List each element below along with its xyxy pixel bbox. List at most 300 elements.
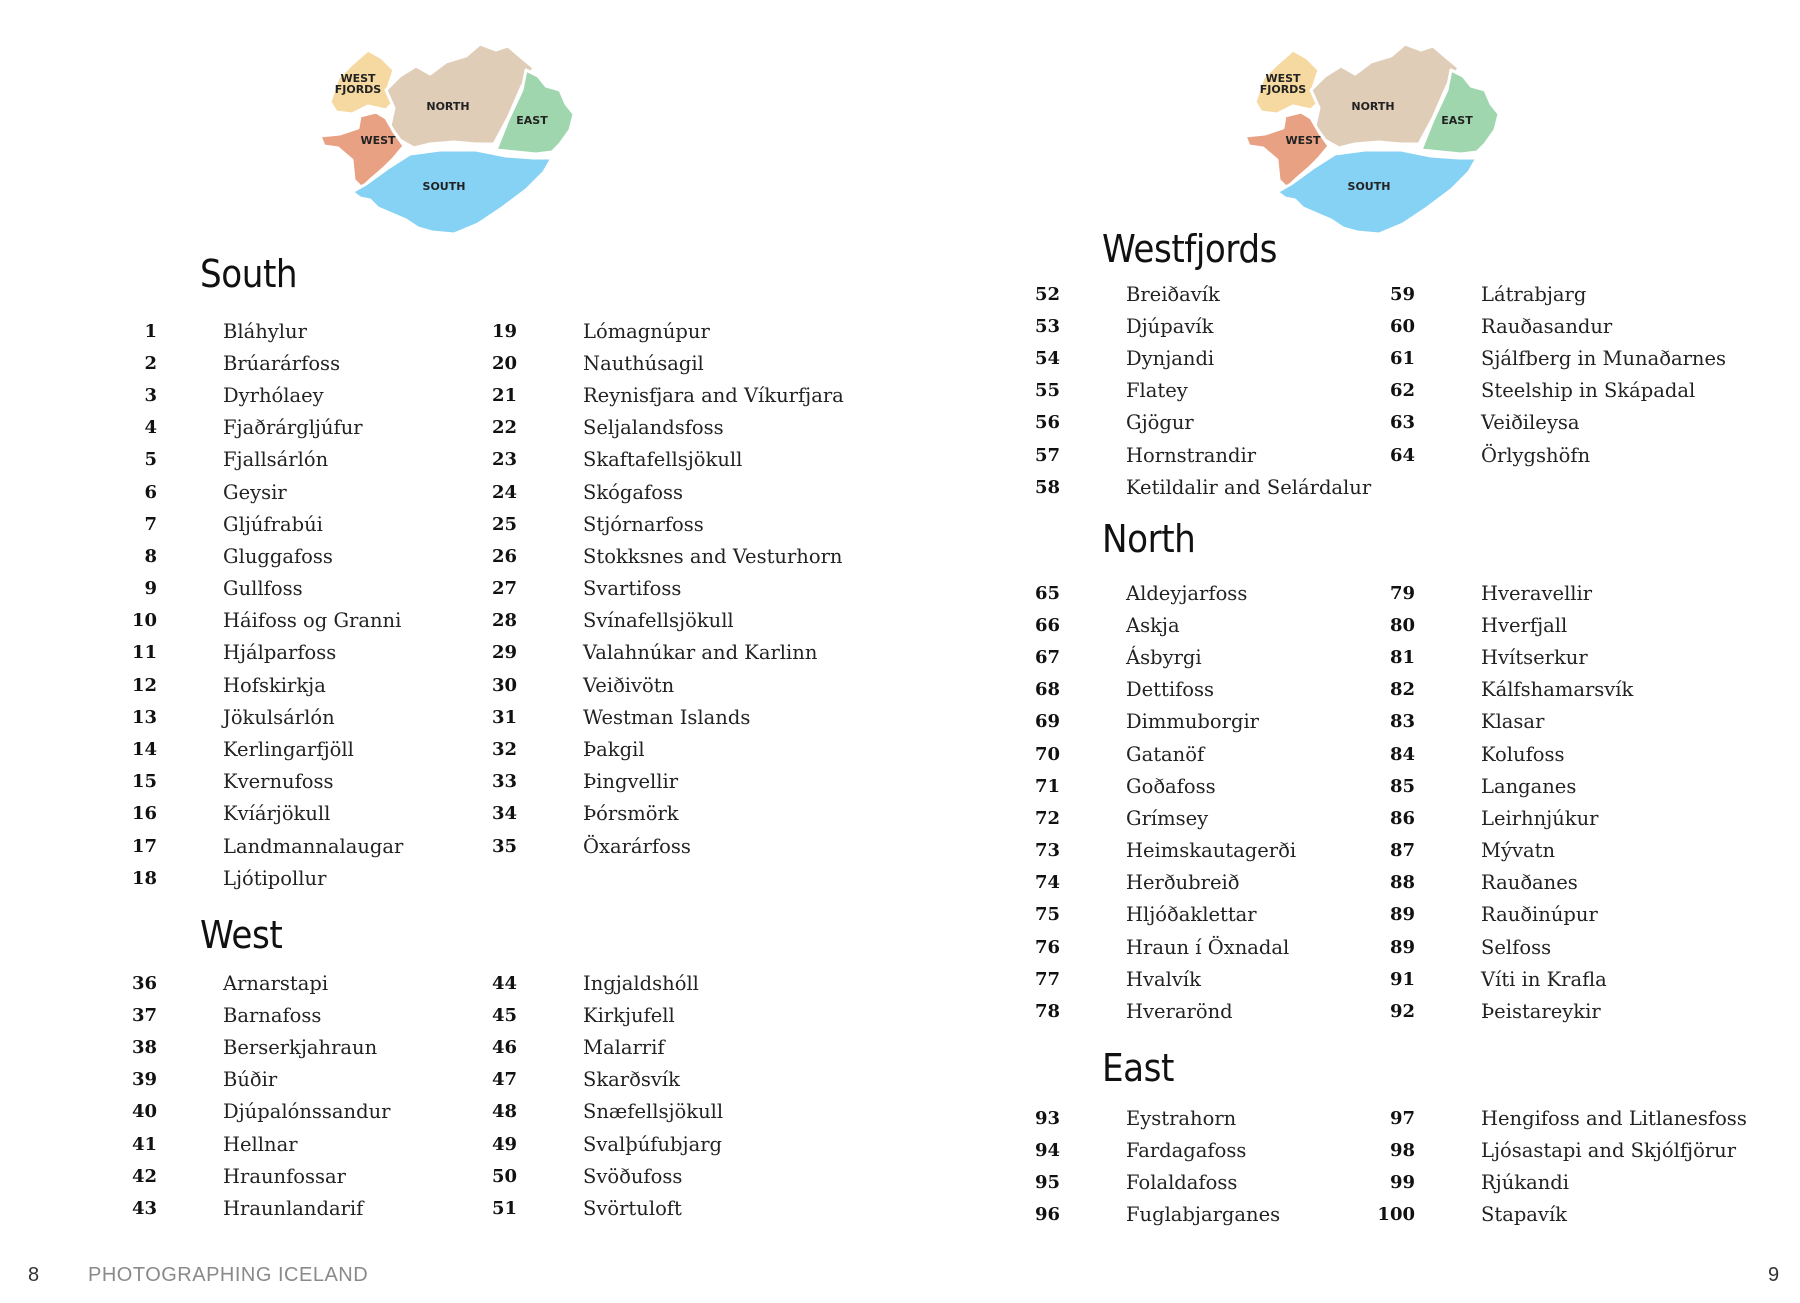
item-number: 3 <box>144 384 157 406</box>
item-name: Heimskautagerði <box>1126 839 1297 863</box>
item-name: Ketildalir and Selárdalur <box>1126 475 1372 499</box>
list-item <box>465 379 844 411</box>
item-number: 41 <box>131 1133 157 1155</box>
list-item <box>465 476 844 508</box>
item-number: 88 <box>1389 872 1415 894</box>
item-number: 95 <box>1034 1171 1060 1193</box>
item-number: 10 <box>131 610 157 632</box>
item-number: 79 <box>1389 582 1415 604</box>
item-name: Dimmuborgir <box>1126 710 1259 734</box>
list-item <box>1008 1134 1280 1166</box>
item-number: 94 <box>1034 1139 1060 1161</box>
item-name: Látrabjarg <box>1481 282 1587 306</box>
item-name: Hengifoss and Litlanesfoss <box>1481 1106 1747 1130</box>
item-name: Hornstrandir <box>1126 443 1257 467</box>
section-title-west: West <box>200 913 283 957</box>
item-name: Svörtuloft <box>583 1196 682 1220</box>
item-name: Svínafellsjökull <box>583 609 734 633</box>
item-name: Sjálfberg in Munaðarnes <box>1481 346 1727 370</box>
item-name: Steelship in Skápadal <box>1481 379 1696 403</box>
list-item <box>1363 310 1726 342</box>
item-name: Landmannalaugar <box>223 834 404 858</box>
item-number: 75 <box>1034 904 1060 926</box>
south-list-col2 <box>465 315 844 862</box>
list-item <box>105 444 403 476</box>
item-number: 85 <box>1389 775 1415 797</box>
item-name: Veiðileysa <box>1481 411 1580 435</box>
list-item <box>465 1160 723 1192</box>
section-title-north: North <box>1102 517 1196 561</box>
item-name: Hljóðaklettar <box>1126 903 1257 927</box>
west-list-col2 <box>465 967 723 1225</box>
list-item <box>105 1160 390 1192</box>
list-item <box>1363 931 1633 963</box>
item-number: 83 <box>1389 711 1415 733</box>
list-item <box>105 1031 390 1063</box>
north-list-col2 <box>1363 577 1633 1028</box>
list-item <box>1008 342 1371 374</box>
south-list-col1 <box>105 315 403 894</box>
item-number: 50 <box>491 1165 517 1187</box>
list-item <box>465 508 844 540</box>
list-item <box>1008 931 1296 963</box>
item-number: 2 <box>144 352 157 374</box>
item-number: 16 <box>131 803 157 825</box>
list-item <box>465 605 844 637</box>
item-number: 65 <box>1034 582 1060 604</box>
list-item <box>465 540 844 572</box>
item-name: Valahnúkar and Karlinn <box>583 641 818 665</box>
east-list-col1 <box>1008 1102 1280 1231</box>
west-list-col1 <box>105 967 390 1225</box>
item-name: Bláhylur <box>223 319 307 343</box>
list-item <box>1363 1134 1747 1166</box>
list-item <box>1363 770 1633 802</box>
item-name: Dyrhólaey <box>223 383 324 407</box>
item-name: Breiðavík <box>1126 282 1220 306</box>
list-item <box>1363 867 1633 899</box>
list-item <box>1008 963 1296 995</box>
item-number: 53 <box>1034 315 1060 337</box>
list-item <box>465 1064 723 1096</box>
list-item <box>465 766 844 798</box>
item-number: 42 <box>131 1165 157 1187</box>
item-number: 27 <box>491 578 517 600</box>
item-number: 24 <box>491 481 517 503</box>
item-number: 43 <box>131 1197 157 1219</box>
item-name: Þórsmörk <box>583 802 679 826</box>
item-name: Barnafoss <box>223 1003 322 1027</box>
list-item <box>1363 995 1633 1027</box>
section-title-westfjords: Westfjords <box>1102 227 1278 271</box>
item-name: Ingjaldshóll <box>583 971 699 995</box>
list-item <box>1363 375 1726 407</box>
list-item <box>1363 439 1726 471</box>
item-number: 55 <box>1034 380 1060 402</box>
item-name: Fardagafoss <box>1126 1138 1247 1162</box>
item-name: Mývatn <box>1481 839 1556 863</box>
item-number: 68 <box>1034 679 1060 701</box>
list-item <box>105 999 390 1031</box>
item-number: 57 <box>1034 444 1060 466</box>
item-name: Brúarárfoss <box>223 351 341 375</box>
list-item <box>465 733 844 765</box>
item-name: Jökulsárlón <box>223 705 335 729</box>
list-item <box>465 1128 723 1160</box>
list-item <box>105 540 403 572</box>
item-name: Hofskirkja <box>223 673 326 697</box>
item-name: Leirhnjúkur <box>1481 806 1599 830</box>
item-name: Djúpalónssandur <box>223 1100 391 1124</box>
list-item <box>465 830 844 862</box>
label-east: EAST <box>516 114 548 127</box>
item-name: Klasar <box>1481 710 1545 734</box>
item-name: Þeistareykir <box>1481 1000 1601 1024</box>
list-item <box>1008 1199 1280 1231</box>
label-west: WEST <box>360 134 396 147</box>
item-name: Hellnar <box>223 1132 298 1156</box>
item-name: Fjaðrárgljúfur <box>223 416 363 440</box>
iceland-region-map <box>290 40 580 270</box>
item-number: 70 <box>1034 743 1060 765</box>
list-item <box>105 766 403 798</box>
item-name: Grímsey <box>1126 806 1209 830</box>
item-number: 25 <box>491 513 517 535</box>
item-name: Hverfjall <box>1481 613 1568 637</box>
label-south: SOUTH <box>422 180 466 193</box>
item-name: Hvítserkur <box>1481 645 1588 669</box>
item-name: Svartifoss <box>583 577 682 601</box>
item-number: 45 <box>491 1004 517 1026</box>
list-item <box>1008 738 1296 770</box>
item-number: 71 <box>1034 775 1060 797</box>
list-item <box>465 444 844 476</box>
list-item <box>105 379 403 411</box>
item-number: 30 <box>491 674 517 696</box>
list-item <box>465 347 844 379</box>
item-number: 33 <box>491 771 517 793</box>
item-number: 34 <box>491 803 517 825</box>
list-item <box>105 637 403 669</box>
item-name: Skógafoss <box>583 480 683 504</box>
label-west-fjords-line1: WEST <box>1265 72 1301 85</box>
list-item <box>1363 1199 1747 1231</box>
item-name: Nauthúsagil <box>583 351 704 375</box>
item-name: Snæfellsjökull <box>583 1100 724 1124</box>
list-item <box>1008 899 1296 931</box>
list-item <box>465 669 844 701</box>
item-name: Malarrif <box>583 1035 665 1059</box>
item-number: 80 <box>1389 614 1415 636</box>
item-name: Eystrahorn <box>1126 1106 1237 1130</box>
list-item <box>1008 278 1371 310</box>
item-number: 69 <box>1034 711 1060 733</box>
item-name: Ljósastapi and Skjólfjörur <box>1481 1138 1737 1162</box>
section-title-south: South <box>200 252 298 296</box>
list-item <box>1363 674 1633 706</box>
item-number: 84 <box>1389 743 1415 765</box>
item-number: 89 <box>1389 936 1415 958</box>
label-west-fjords-line2: FJORDS <box>1259 83 1307 96</box>
item-number: 8 <box>144 545 157 567</box>
item-number: 76 <box>1034 936 1060 958</box>
item-name: Hraun í Öxnadal <box>1126 935 1290 959</box>
item-name: Herðubreið <box>1126 871 1240 895</box>
item-name: Svalþúfubjarg <box>583 1132 723 1156</box>
item-name: Veiðivötn <box>583 673 675 697</box>
item-number: 98 <box>1389 1139 1415 1161</box>
item-number: 91 <box>1389 968 1415 990</box>
item-name: Ljótipollur <box>223 866 327 890</box>
item-number: 82 <box>1389 679 1415 701</box>
list-item <box>105 573 403 605</box>
list-item <box>1363 835 1633 867</box>
item-number: 12 <box>131 674 157 696</box>
item-number: 6 <box>144 481 157 503</box>
list-item <box>465 637 844 669</box>
item-number: 22 <box>491 417 517 439</box>
item-name: Stapavík <box>1481 1203 1567 1227</box>
item-name: Kerlingarfjöll <box>223 738 354 762</box>
item-name: Folaldafoss <box>1126 1170 1238 1194</box>
list-item <box>1008 995 1296 1027</box>
item-number: 54 <box>1034 347 1060 369</box>
list-item <box>1008 375 1371 407</box>
item-name: Djúpavík <box>1126 314 1214 338</box>
item-number: 9 <box>144 578 157 600</box>
item-name: Stokksnes and Vesturhorn <box>583 544 843 568</box>
item-name: Rjúkandi <box>1481 1170 1570 1194</box>
list-item <box>1363 706 1633 738</box>
item-number: 1 <box>144 320 157 342</box>
item-number: 81 <box>1389 646 1415 668</box>
item-name: Kvíárjökull <box>223 802 331 826</box>
list-item <box>105 605 403 637</box>
westfjords-list-col2 <box>1363 278 1726 471</box>
item-name: Skaftafellsjökull <box>583 448 743 472</box>
item-name: Dettifoss <box>1126 678 1215 702</box>
item-name: Gljúfrabúi <box>223 512 323 536</box>
east-list-col2 <box>1363 1102 1747 1231</box>
label-west: WEST <box>1285 134 1321 147</box>
list-item <box>465 1192 723 1224</box>
list-item <box>1008 641 1296 673</box>
list-item <box>105 412 403 444</box>
item-name: Geysir <box>223 480 287 504</box>
item-number: 28 <box>491 610 517 632</box>
item-name: Öxarárfoss <box>583 834 691 858</box>
list-item <box>105 733 403 765</box>
list-item <box>1008 770 1296 802</box>
item-name: Reynisfjara and Víkurfjara <box>583 383 844 407</box>
list-item <box>105 830 403 862</box>
list-item <box>105 1128 390 1160</box>
item-number: 40 <box>131 1101 157 1123</box>
item-number: 77 <box>1034 968 1060 990</box>
item-number: 14 <box>131 739 157 761</box>
list-item <box>105 315 403 347</box>
item-number: 56 <box>1034 412 1060 434</box>
item-number: 47 <box>491 1069 517 1091</box>
list-item <box>1008 310 1371 342</box>
item-name: Arnarstapi <box>223 971 329 995</box>
list-item <box>1008 802 1296 834</box>
label-north: NORTH <box>426 100 470 113</box>
item-name: Þakgil <box>583 738 645 762</box>
item-number: 13 <box>131 706 157 728</box>
list-item <box>105 967 390 999</box>
list-item <box>105 862 403 894</box>
item-name: Kálfshamarsvík <box>1481 678 1634 702</box>
item-name: Víti in Krafla <box>1481 967 1607 991</box>
item-name: Rauðasandur <box>1481 314 1613 338</box>
item-number: 20 <box>491 352 517 374</box>
item-name: Selfoss <box>1481 935 1552 959</box>
item-name: Hverarönd <box>1126 1000 1233 1024</box>
item-number: 66 <box>1034 614 1060 636</box>
item-name: Hvalvík <box>1126 967 1201 991</box>
list-item <box>105 669 403 701</box>
list-item <box>105 798 403 830</box>
item-name: Goðafoss <box>1126 774 1216 798</box>
item-name: Hraunfossar <box>223 1164 346 1188</box>
item-number: 11 <box>131 642 157 664</box>
list-item <box>105 1192 390 1224</box>
item-name: Örlygshöfn <box>1481 443 1591 467</box>
item-number: 48 <box>491 1101 517 1123</box>
item-name: Búðir <box>223 1068 278 1092</box>
item-number: 31 <box>491 706 517 728</box>
item-number: 26 <box>491 545 517 567</box>
list-item <box>465 999 723 1031</box>
item-number: 29 <box>491 642 517 664</box>
item-number: 46 <box>491 1036 517 1058</box>
item-name: Westman Islands <box>583 705 751 729</box>
label-east: EAST <box>1441 114 1473 127</box>
item-number: 7 <box>144 513 157 535</box>
label-north: NORTH <box>1351 100 1395 113</box>
item-number: 36 <box>131 972 157 994</box>
item-number: 32 <box>491 739 517 761</box>
list-item <box>1008 867 1296 899</box>
item-name: Dynjandi <box>1126 346 1215 370</box>
item-number: 37 <box>131 1004 157 1026</box>
list-item <box>1008 835 1296 867</box>
item-number: 72 <box>1034 807 1060 829</box>
item-number: 44 <box>491 972 517 994</box>
list-item <box>1008 609 1296 641</box>
item-number: 19 <box>491 320 517 342</box>
item-name: Hraunlandarif <box>223 1196 364 1220</box>
list-item <box>1008 439 1371 471</box>
list-item <box>1008 471 1371 503</box>
item-name: Seljalandsfoss <box>583 416 724 440</box>
item-number: 4 <box>144 417 157 439</box>
list-item <box>1008 407 1371 439</box>
item-name: Gatanöf <box>1126 742 1205 766</box>
item-name: Gjögur <box>1126 411 1194 435</box>
list-item <box>465 412 844 444</box>
page-number-left: 8 <box>28 1264 40 1286</box>
list-item <box>465 1031 723 1063</box>
item-number: 99 <box>1389 1171 1415 1193</box>
label-west-fjords-line1: WEST <box>340 72 376 85</box>
item-number: 49 <box>491 1133 517 1155</box>
item-number: 39 <box>131 1069 157 1091</box>
item-name: Lómagnúpur <box>583 319 710 343</box>
item-number: 97 <box>1389 1107 1415 1129</box>
item-name: Háifoss og Granni <box>223 609 402 633</box>
item-name: Aldeyjarfoss <box>1126 581 1248 605</box>
list-item <box>105 347 403 379</box>
item-number: 17 <box>131 835 157 857</box>
list-item <box>1363 963 1633 995</box>
label-west-fjords-line2: FJORDS <box>334 83 382 96</box>
item-number: 51 <box>491 1197 517 1219</box>
item-number: 61 <box>1389 347 1415 369</box>
item-name: Rauðinúpur <box>1481 903 1598 927</box>
list-item <box>1363 738 1633 770</box>
list-item <box>1363 1102 1747 1134</box>
item-name: Kvernufoss <box>223 770 334 794</box>
item-name: Kirkjufell <box>583 1003 675 1027</box>
item-name: Askja <box>1126 613 1180 637</box>
item-name: Svöðufoss <box>583 1164 683 1188</box>
item-number: 58 <box>1034 476 1060 498</box>
list-item <box>1363 802 1633 834</box>
item-name: Hjálparfoss <box>223 641 337 665</box>
westfjords-list-col1 <box>1008 278 1371 503</box>
item-number: 18 <box>131 867 157 889</box>
item-number: 5 <box>144 449 157 471</box>
item-number: 60 <box>1389 315 1415 337</box>
item-name: Hveravellir <box>1481 581 1593 605</box>
item-name: Skarðsvík <box>583 1068 680 1092</box>
item-name: Rauðanes <box>1481 871 1578 895</box>
list-item <box>1363 278 1726 310</box>
item-number: 64 <box>1389 444 1415 466</box>
item-name: Fjallsárlón <box>223 448 329 472</box>
item-number: 73 <box>1034 840 1060 862</box>
item-number: 86 <box>1389 807 1415 829</box>
item-number: 35 <box>491 835 517 857</box>
item-name: Þingvellir <box>583 770 679 794</box>
item-name: Fuglabjarganes <box>1126 1203 1281 1227</box>
item-name: Berserkjahraun <box>223 1035 378 1059</box>
list-item <box>465 573 844 605</box>
list-item <box>1008 577 1296 609</box>
list-item <box>105 1064 390 1096</box>
item-name: Gullfoss <box>223 577 303 601</box>
item-number: 87 <box>1389 840 1415 862</box>
section-title-east: East <box>1102 1046 1174 1090</box>
list-item <box>1008 674 1296 706</box>
item-number: 52 <box>1034 283 1060 305</box>
item-name: Kolufoss <box>1481 742 1565 766</box>
list-item <box>465 798 844 830</box>
list-item <box>1008 1166 1280 1198</box>
list-item <box>105 508 403 540</box>
list-item <box>465 967 723 999</box>
item-number: 62 <box>1389 380 1415 402</box>
list-item <box>465 315 844 347</box>
list-item <box>1363 342 1726 374</box>
item-number: 21 <box>491 384 517 406</box>
item-number: 74 <box>1034 872 1060 894</box>
list-item <box>1363 577 1633 609</box>
item-number: 59 <box>1389 283 1415 305</box>
north-list-col1 <box>1008 577 1296 1028</box>
